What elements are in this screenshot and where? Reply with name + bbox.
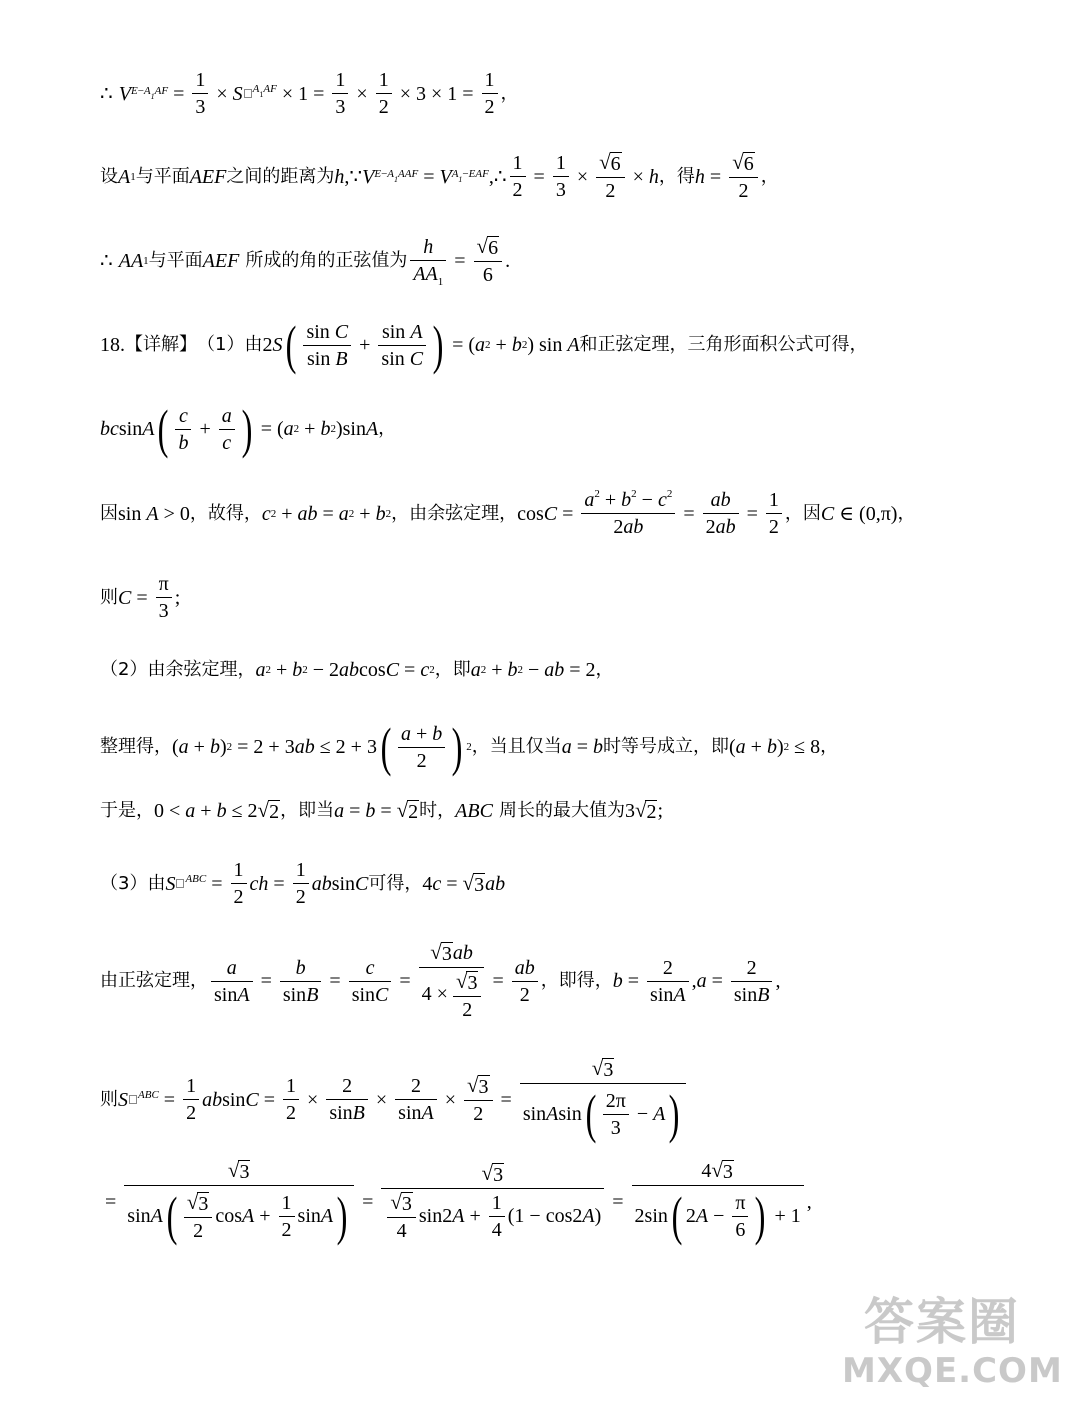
equation-sine-rule: 由正弦定理， $\frac{a}{\sin A}$ = $\frac{b}{\sin B}$ = $\frac{c}{\sin C}$ = √ 3 ab 4 × √ 3 2 = $\frac{ab}{2}$ ，即得， b = $\frac{2}{\sin A}$ , a = $\frac{2}{\sin B}$ , bbox=[100, 940, 781, 1021]
text-iff: ，当且仅当 bbox=[471, 736, 562, 757]
part-1-after: 和正弦定理，三角形面积公式可得， bbox=[579, 334, 868, 355]
part-1-intro: （1）由 bbox=[197, 334, 263, 355]
text-since: ，因 bbox=[784, 502, 821, 524]
text-then-2: 则 bbox=[100, 1088, 118, 1110]
equation-cosC: 因 sin A > 0 ，故得， c 2 + ab = a 2 + b 2 ，由余弦定理， cos C = $\frac{a^2 + b^2 - c^2}{2ab}$ = $\frac{ab}{2ab}$ = $\frac{1}{2}$ ，因 C ∈ (0,π) ， bbox=[100, 488, 916, 538]
equation-volume: ∴ V $E-A_1AF$ = $\frac{1}{3}$ × S $A_1AF$ × 1 = $\frac{1}{3}$ × $\frac{1}{2}$ × 3 × 1 = $\frac{1}{2}$ ， bbox=[100, 69, 519, 118]
equation-distance: 设 A 1 与平面 AEF 之间的距离为 h ,∵ V $E-A_1AAF$ = V $A_1-EAF$ ,∴ $\frac{1}{2}$ = $\frac{1}{3}$ × √ 6 2 × h ，得 h = √ 6 2 ， bbox=[100, 150, 779, 202]
equation-bcsinA: bc sin A ( $\frac{c}{b}$ + $\frac{a}{c}$ ) = ( a 2 + b 2 ) sin A ， bbox=[100, 399, 397, 459]
comma: ， bbox=[500, 82, 519, 104]
part-3-area: （3）由 S ABC = $\frac{1}{2}$ ch = $\frac{1}{2}$ ab sin C 可得， 4 c = √ 3 ab bbox=[100, 859, 506, 908]
text-cosine-rule: ，由余弦定理， bbox=[391, 502, 518, 524]
text-time: 时， bbox=[419, 800, 456, 821]
text-get-2: ，即得， bbox=[540, 970, 613, 991]
equation-inequality: 整理得， ( a + b ) 2 = 2 + 3 ab ≤ 2 + 3 ( $\frac{a + b}{2}$ ) 2 ，当且仅当 a = b 时等号成立，即 ( a + b ) 2 ≤ 8 ， bbox=[100, 717, 839, 777]
part-3-intro: （3）由 bbox=[100, 872, 166, 894]
text-plane-2: 与平面 bbox=[148, 249, 203, 271]
text-plane: 与平面 bbox=[135, 165, 190, 187]
text-therefore: ，故得， bbox=[189, 502, 262, 524]
text-get: ，得 bbox=[658, 165, 695, 187]
text-she: 设 bbox=[100, 165, 118, 187]
part-2-intro: （2）由余弦定理， bbox=[100, 659, 256, 680]
text-thus: 于是， bbox=[100, 800, 154, 821]
solution-label: 【详解】 bbox=[125, 334, 197, 355]
part-2-cosine: （2）由余弦定理， a 2 + b 2 − 2 ab cos C = c 2 ，即 a 2 + b 2 − ab = 2 ， bbox=[100, 659, 614, 681]
text-can-get: 可得， bbox=[368, 872, 423, 894]
text-max-perimeter: 周长的最大值为 bbox=[498, 800, 625, 821]
watermark-logo bbox=[842, 1293, 1063, 1403]
equation-area-1: 则 S ABC = $\frac{1}{2}$ ab sin C = $\frac{1}{2}$ × $\frac{2}{\sin B}$ × $\frac{2}{\sin A}$ × √ 3 2 = √ 3 sin A sin ( $\frac{2\pi}{3}$ − A ) bbox=[100, 1058, 1020, 1141]
watermark-cn: 答案圈 bbox=[864, 1293, 1020, 1351]
text-equality: 时等号成立，即 bbox=[602, 736, 729, 757]
watermark-en: MXQE.COM bbox=[842, 1351, 1063, 1391]
text-angle-sine: 所成的角的正弦值为 bbox=[245, 249, 408, 271]
text-because: 因 bbox=[100, 502, 118, 524]
problem-18-header: 18. 【详解】 （1）由 2 S ( $\frac{\text{sin C}}{\text{sin B}}$ + $\frac{\text{sin A}}{\text{sin C}}$ ) = ( a 2 + b 2 ) sin A 和正弦定理，三角形面积公式可得， bbox=[100, 315, 868, 375]
text-then: 则 bbox=[100, 586, 118, 608]
equation-sine-value: ∴ AA 1 与平面 AEF 所成的角的正弦值为 $\frac{h}{AA_1}$ = √ 6 6 . bbox=[100, 234, 511, 288]
problem-number: 18. bbox=[100, 334, 125, 356]
equation-C-value: 则 C = $\frac{\pi}{3}$ ; bbox=[100, 573, 181, 622]
text-when: ，即当 bbox=[280, 800, 335, 821]
text-simplify: 整理得， bbox=[100, 736, 172, 757]
text-ie: ，即 bbox=[434, 659, 471, 680]
equation-area-2: = √ 3 sin A ( √ 3 2 cos A + $\frac{1}{2}$ sin A ) = √ 3 √ 3 4 sin2 A + $\frac{1}{4}$ (1 − cos2 A ) = 4 √ 3 2sin ( 2 A − $\frac{\pi}{6}$ ) + 1 , bbox=[105, 1158, 812, 1246]
equation-perimeter: 于是， 0 < a + b ≤ 2 √ 2 ，即当 a = b = √ 2 时， ABC 周长的最大值为 3 √ 2 ; bbox=[100, 798, 664, 823]
text-distance: 之间的距离为 bbox=[226, 165, 335, 187]
text-sine-rule: 由正弦定理， bbox=[100, 970, 208, 991]
